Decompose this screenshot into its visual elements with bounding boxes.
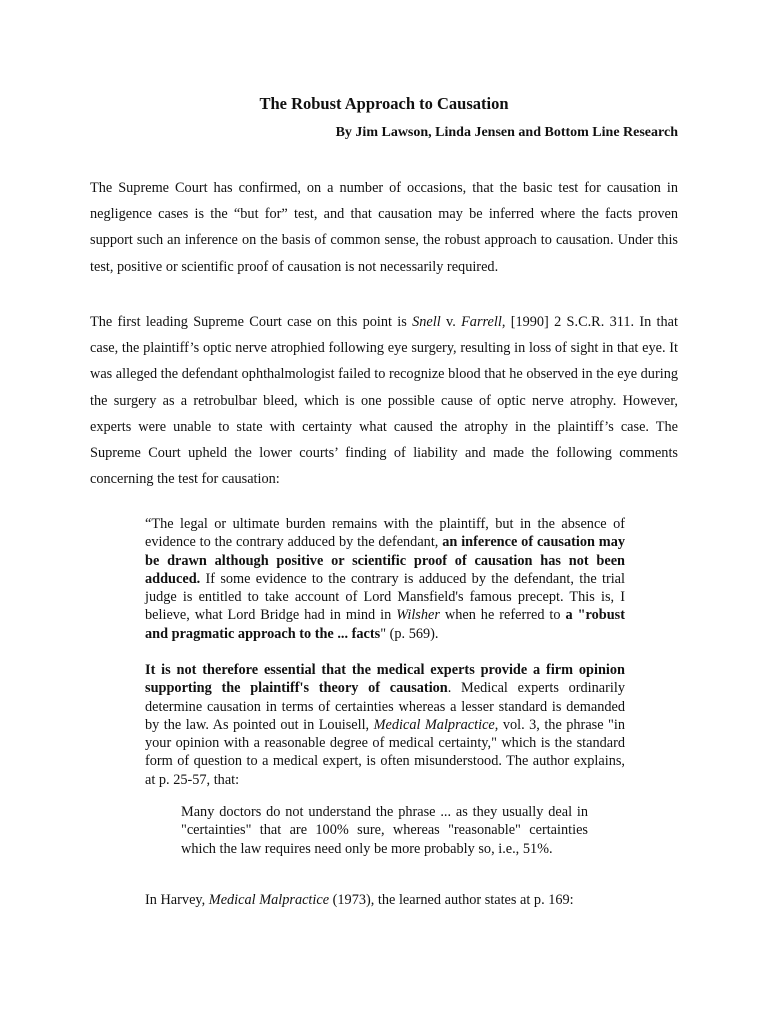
- text-run: " (p. 569).: [380, 625, 439, 642]
- text-run: “The legal or ultimate burden remains with the plaintiff, but in the absence of evidence to the contrary adduced by the defendant,: [145, 516, 625, 551]
- bold-text: an inference of causation may be drawn although positive or scientific proof of causation has not been adduced.: [145, 534, 626, 587]
- block-quote-experts: [145, 661, 625, 789]
- snell-farrell-paragraph: [90, 309, 678, 492]
- text-run: v.: [440, 314, 462, 330]
- case-name-wilsher: Wilsher: [396, 607, 440, 624]
- book-title: Medical Malpractice: [373, 716, 495, 733]
- text-run: , vol. 3, the phrase "in your opinion with a reasonable degree of medical certainty," which is the standard form of question to a medical expert, is often misunderstood. The author explains, at p. 25-57, that:: [145, 716, 625, 788]
- case-name-snell: Snell: [412, 314, 441, 330]
- intro-paragraph: The Supreme Court has confirmed, on a number of occasions, that the basic test for causation in negligence cases is the “but for” test, and that causation may be inferred where the facts proven support such an inference on the basis of common sense, the robust approach to causation. Under this test, positive or scientific proof of causation is not necessarily required.: [90, 180, 678, 275]
- text-run: when he referred to: [439, 607, 566, 624]
- book-title: Medical Malpractice: [208, 892, 330, 908]
- case-name-farrell: Farrell: [461, 314, 502, 330]
- text-run: . Medical experts ordinarily determine causation in terms of certainties whereas a lesser standard is demanded by the law. As pointed out in Louisell,: [145, 680, 625, 733]
- text-run: If some evidence to the contrary is adduced by the defendant, the trial judge is entitled to take account of Lord Mansfield's famous precept. This is, I believe, what Lord Bridge had in mind in: [145, 570, 625, 624]
- text-run: (1973), the learned author states at p. 169:: [329, 892, 574, 908]
- bold-text: It is not therefore essential that the medical experts provide a firm opinion supporting the plaintiff's theory of causation: [145, 662, 625, 697]
- block-quote-harvey: [145, 891, 625, 909]
- text-run: In Harvey,: [145, 892, 209, 908]
- nested-quote-louisell: Many doctors do not understand the phrase ... as they usually deal in "certainties" that are 100% sure, whereas "reasonable" certainties which the law requires need only be more probably so, i.e., 51%.: [181, 804, 588, 857]
- author-byline: By Jim Lawson, Linda Jensen and Bottom Line Research: [335, 125, 678, 140]
- block-quote-burden: [145, 515, 625, 643]
- text-run: The first leading Supreme Court case on this point is: [90, 314, 413, 330]
- text-run: , [1990] 2 S.C.R. 311. In that case, the plaintiff’s optic nerve atrophied following eye surgery, resulting in loss of sight in that eye. It was alleged the defendant ophthalmologist failed to recognize blood that he observed in the eye during the surgery as a retrobulbar bleed, which is one possible cause of optic nerve atrophy. However, experts were unable to state with certainty what caused the atrophy in the plaintiff’s case. The Supreme Court upheld the lower courts’ finding of liability and made the following comments concerning the test for causation:: [90, 314, 678, 488]
- bold-text: a "robust and pragmatic approach to the ... facts: [145, 607, 626, 642]
- document-title: The Robust Approach to Causation: [259, 94, 509, 113]
